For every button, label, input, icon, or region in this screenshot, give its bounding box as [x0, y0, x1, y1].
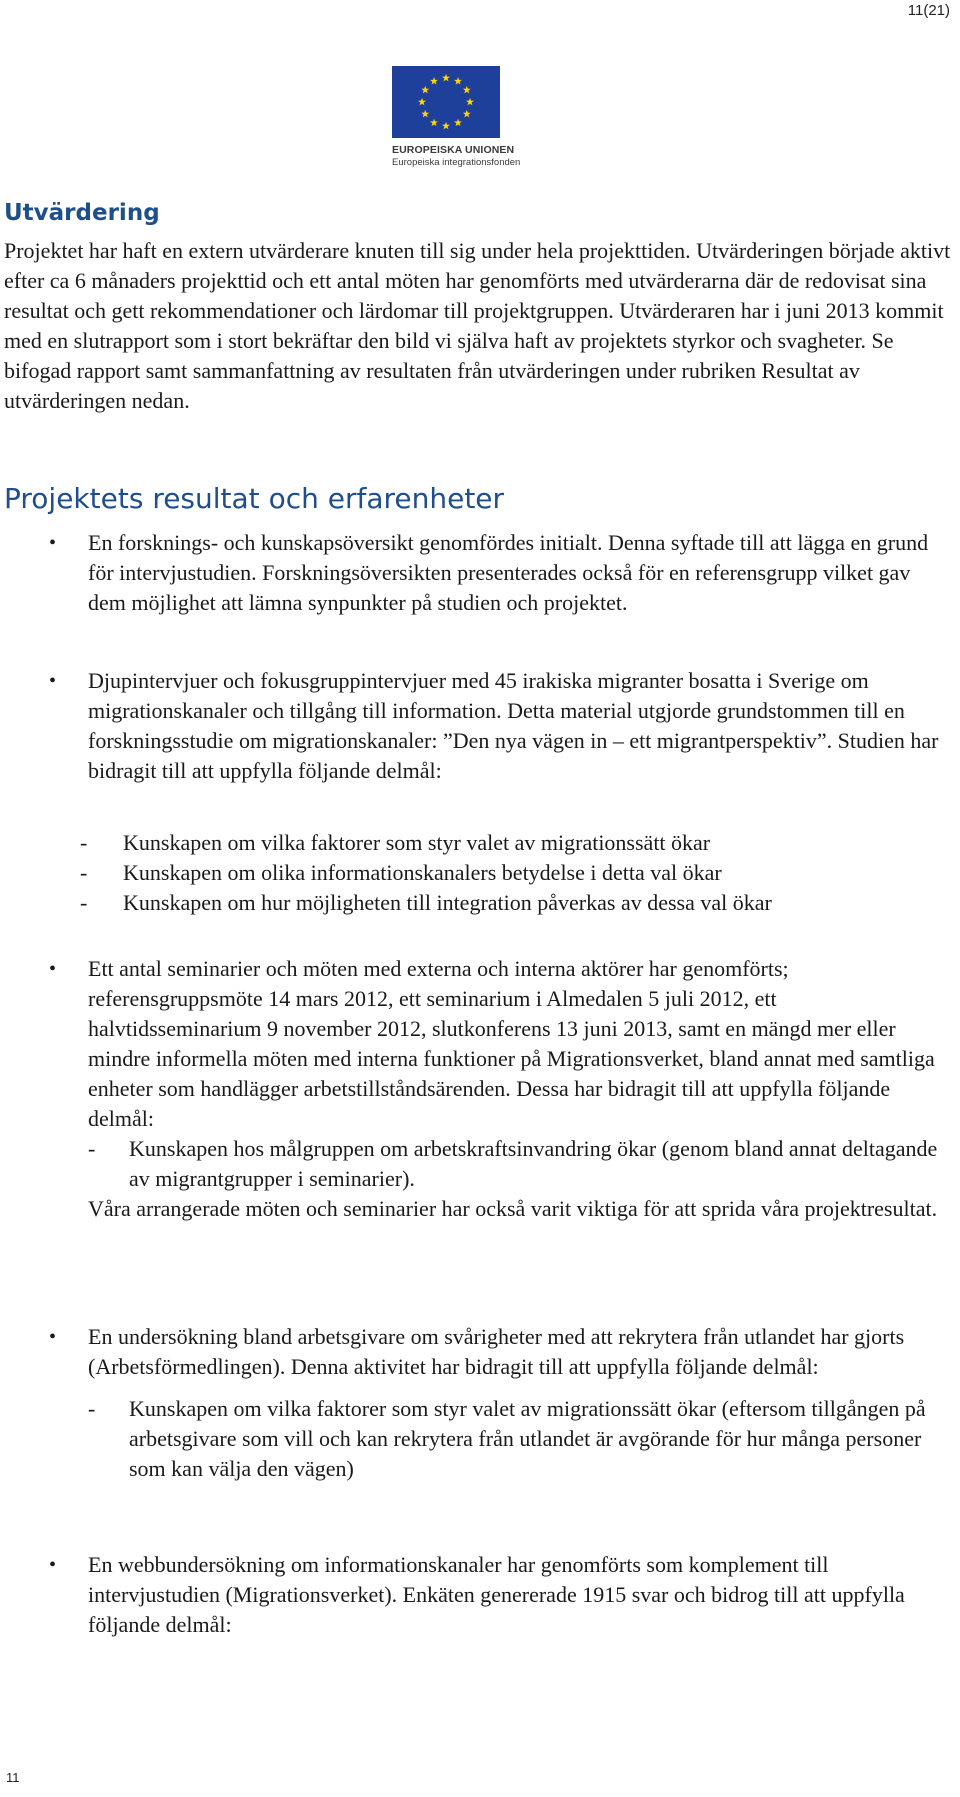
- page-label: 11(21): [907, 2, 950, 19]
- bullet-icon: •: [49, 1326, 57, 1348]
- goal-item: [88, 1134, 948, 1194]
- goal-list: [88, 1134, 948, 1194]
- goal-text: Kunskapen om vilka faktorer som styr valet av migrationssätt ökar (eftersom tillgången på arbetsgivare som vill och kan rekrytera från utlandet är avgörande för hur många personer som kan välja den vägen): [129, 1396, 926, 1481]
- bullet-icon: •: [49, 1554, 57, 1576]
- footer-page-number: 11: [6, 1770, 20, 1785]
- result-text: En forsknings- och kunskapsöversikt genomfördes initialt. Denna syftade till att lägga en grund för intervjustudien. Forskningsöversikten presenterades också för en referensgrupp vilket gav dem möjlighet att lämna synpunkter på studien och projektet.: [88, 530, 929, 615]
- dash-icon: -: [88, 1396, 96, 1421]
- result-item: [49, 1322, 948, 1484]
- goal-item: [80, 828, 950, 858]
- goal-list: [80, 828, 950, 918]
- goal-text: Kunskapen hos målgruppen om arbetskraftsinvandring ökar (genom bland annat deltagande av migrantgrupper i seminarier).: [129, 1136, 938, 1191]
- dash-icon: -: [80, 890, 88, 915]
- goal-item: [80, 888, 950, 918]
- result-after-text: Våra arrangerade möten och seminarier har också varit viktiga för att sprida våra projektresultat.: [88, 1196, 938, 1221]
- evaluation-body: Projektet har haft en extern utvärderare knuten till sig under hela projekttiden. Utvärderingen började aktivt efter ca 6 månaders projekttid och ett antal möten har genomförts med utvärderarna där de redovisat sina resultat och gett rekommendationer och lärdomar till projektgruppen. Utvärderaren har i juni 2013 kommit med en slutrapport som i stort bekräftar den bild vi själva haft av projektets styrkor och svagheter. Se bifogad rapport samt sammanfattning av resultaten från utvärderingen under rubriken Resultat av utvärderingen nedan.: [4, 238, 951, 413]
- dash-icon: -: [80, 860, 88, 885]
- goal-item: [88, 1394, 948, 1484]
- goal-text: Kunskapen om olika informationskanalers betydelse i detta val ökar: [123, 860, 722, 885]
- result-item: [49, 666, 948, 786]
- result-item: [49, 954, 948, 1224]
- eu-logo: [392, 66, 521, 168]
- goal-text: Kunskapen om hur möjligheten till integration påverkas av dessa val ökar: [123, 890, 772, 915]
- dash-icon: -: [80, 830, 88, 855]
- result-text: En undersökning bland arbetsgivare om svårigheter med att rekrytera från utlandet har gjorts (Arbetsförmedlingen). Denna aktivitet har bidragit till att uppfylla följande delmål:: [88, 1324, 905, 1379]
- result-item: [49, 528, 948, 618]
- results-heading: Projektets resultat och erfarenheter: [4, 482, 505, 515]
- result-text: En webbundersökning om informationskanaler har genomförts som komplement till intervjustudien (Migrationsverket). Enkäten genererade 1915 svar och bidrog till att uppfylla följande delmål:: [88, 1552, 905, 1637]
- bullet-icon: •: [49, 670, 57, 692]
- result-item: [49, 1550, 948, 1640]
- dash-icon: -: [88, 1136, 96, 1161]
- logo-name: EUROPEISKA UNIONEN: [392, 144, 515, 156]
- goal-list: [88, 1394, 948, 1484]
- result-text: Ett antal seminarier och möten med externa och interna aktörer har genomförts; referensgruppsmöte 14 mars 2012, ett seminarium i Almedalen 5 juli 2012, ett halvtidsseminarium 9 november 2012, slutkonferens 13 juni 2013, samt en mängd mer eller mindre informella möten med interna funktioner på Migrationsverket, bland annat med samtliga enheter som handlägger arbetstillståndsärenden. Dessa har bidragit till att uppfylla följande delmål:: [88, 956, 935, 1131]
- goal-item: [80, 858, 950, 888]
- bullet-icon: •: [49, 958, 57, 980]
- evaluation-heading: Utvärdering: [4, 200, 160, 226]
- result-text: Djupintervjuer och fokusgruppintervjuer med 45 irakiska migranter bosatta i Sverige om migrationskanaler och tillgång till information. Detta material utgjorde grundstommen till en forskningsstudie om migrationskanaler: ”Den nya vägen in – ett migrantperspektiv”. Studien har bidragit till att uppfylla följande delmål:: [88, 668, 939, 783]
- eu-flag-icon: [392, 66, 500, 138]
- logo-subtitle: Europeiska integrationsfonden: [392, 157, 521, 168]
- bullet-icon: •: [49, 532, 57, 554]
- goal-text: Kunskapen om vilka faktorer som styr valet av migrationssätt ökar: [123, 830, 711, 855]
